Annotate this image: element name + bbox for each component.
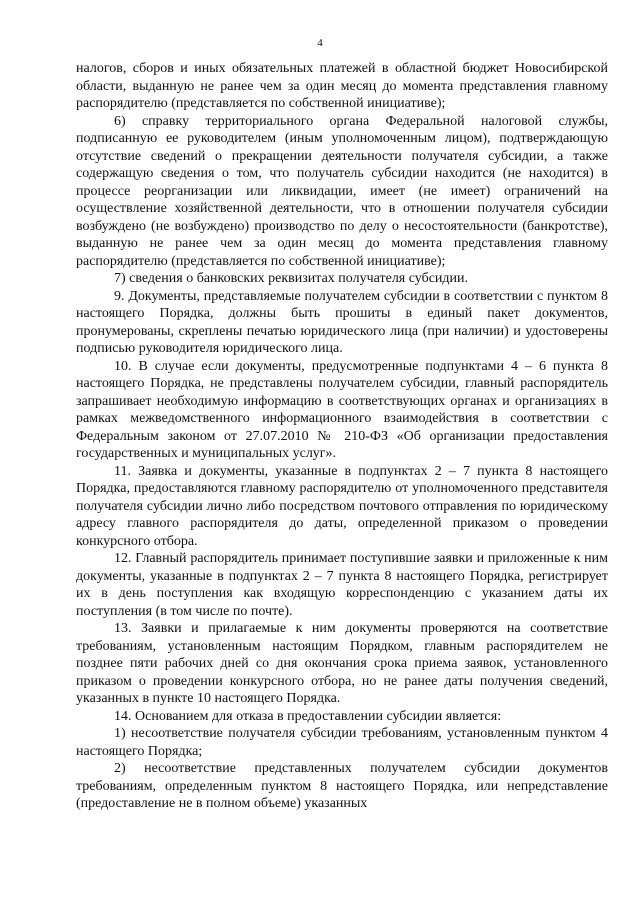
paragraph-clause-14: 14. Основанием для отказа в предоставлении субсидии является:	[114, 708, 502, 724]
page-number: 4	[317, 37, 323, 49]
paragraph-clause-9: 9. Документы, представляемые получателем субсидии в соответствии с пунктом 8 настоящего Порядка, должны быть прошиты в единый пакет документов, пронумерованы, скреплены печатью юридического лица (при наличии) и удостоверены подписью руководителя юридического лица.	[76, 288, 608, 356]
document-body	[76, 60, 608, 813]
paragraph-tax-debt-continuation: налогов, сборов и иных обязательных платежей в областной бюджет Новосибирской области, выданную не ранее чем за один месяц до момента представления главному распорядителю (представляется по собственной инициативе);	[76, 61, 608, 111]
paragraph-clause-13: 13. Заявки и прилагаемые к ним документы проверяются на соответствие требованиям, установленным настоящим Порядком, главным распорядителем не позднее пяти рабочих дней со дня окончания срока приема заявок, установленного приказом о проведении конкурсного отбора, но не ранее даты получения сведений, указанных в пункте 10 настоящего Порядка.	[76, 621, 608, 706]
paragraph-item-7-bank-details: 7) сведения о банковских реквизитах получателя субсидии.	[114, 271, 469, 286]
paragraph-clause-14-item-1: 1) несоответствие получателя субсидии требованиям, установленным пунктом 4 настоящего Порядка;	[76, 726, 608, 759]
paragraph-clause-12: 12. Главный распорядитель принимает поступившие заявки и приложенные к ним документы, указанные в подпунктах 2 – 7 пункта 8 настоящего Порядка, регистрирует их в день поступления как входящую корреспонденцию с указанием даты их поступления (в том числе по почте).	[76, 551, 608, 619]
paragraph-clause-11: 11. Заявка и документы, указанные в подпунктах 2 – 7 пункта 8 настоящего Порядка, предоставляются главному распорядителю от уполномоченного представителя получателя субсидии лично либо посредством почтового отправления по юридическому адресу главного распорядителя до даты, определенной приказом о проведении конкурсного отбора.	[76, 463, 608, 549]
paragraph-item-6-tax-certificate: 6) справку территориального органа Федеральной налоговой службы, подписанную ее руководителем (иным уполномоченным лицом), подтверждающую отсутствие сведений о прекращении деятельности получателя субсидии, а также содержащую сведения о том, что получатель субсидии находится (не находится) в процессе реорганизации или ликвидации, имеет (не имеет) ограничений на осуществление хозяйственной деятельности, что в отношении получателя субсидии возбуждено (не возбуждено) производство по делу о несостоятельности (банкротстве), выданную не ранее чем за один месяц до момента представления главному распорядителю (представляется по собственной инициативе);	[76, 113, 608, 269]
paragraph-clause-10: 10. В случае если документы, предусмотренные подпунктами 4 – 6 пункта 8 настоящего Порядка, не представлены получателем субсидии, главный распорядитель запрашивает необходимую информацию в соответствующих органах и организациях в рамках межведомственного информационного взаимодействия в соответствии с Федеральным законом от 27.07.2010 № 210-ФЗ «Об организации предоставления государственных и муниципальных услуг».	[76, 358, 608, 461]
paragraph-clause-14-item-2: 2) несоответствие представленных получателем субсидии документов требованиям, определенным пунктом 8 настоящего Порядка, или непредставление (предоставление не в полном объеме) указанных	[76, 761, 608, 811]
